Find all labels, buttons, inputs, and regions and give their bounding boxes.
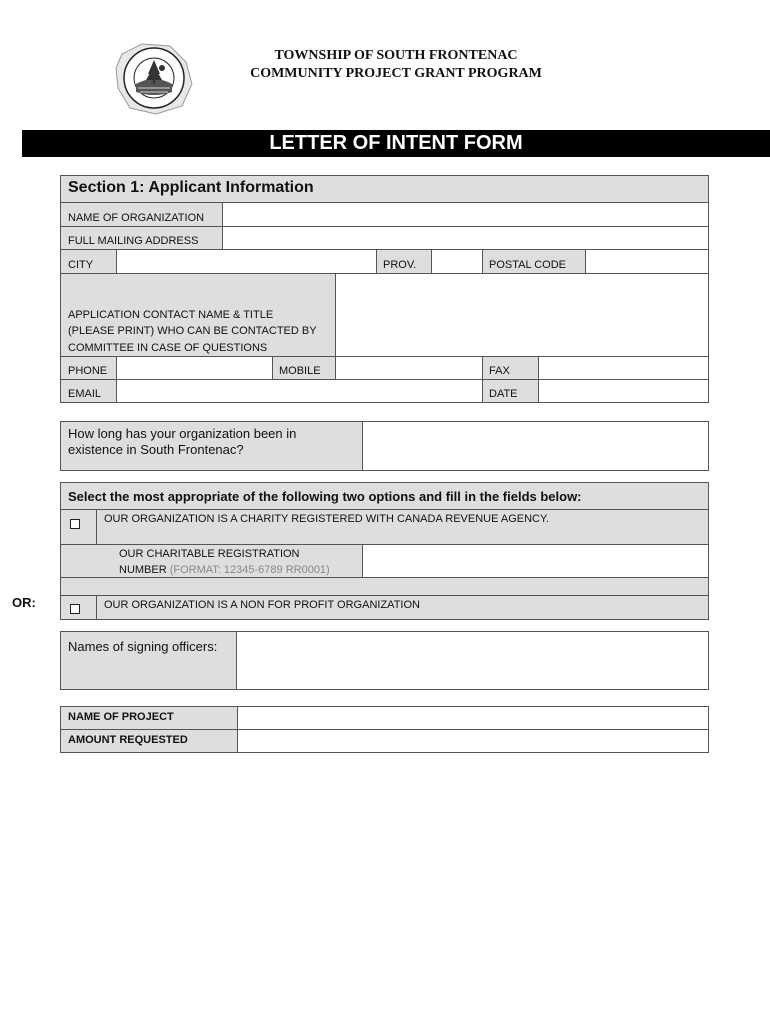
charity-option-label: OUR ORGANIZATION IS A CHARITY REGISTERED WITH CANADA REVENUE AGENCY. (104, 513, 549, 525)
project-name-label: NAME OF PROJECT (68, 711, 174, 723)
signing-officers-field[interactable] (236, 631, 709, 690)
name-of-org-label: NAME OF ORGANIZATION (68, 212, 205, 224)
header-line2: COMMUNITY PROJECT GRANT PROGRAM (250, 66, 542, 81)
nonprofit-checkbox[interactable] (70, 604, 80, 614)
charity-checkbox-cell (60, 510, 97, 545)
section1-title: Section 1: Applicant Information (68, 179, 314, 196)
mailing-address-label: FULL MAILING ADDRESS (68, 235, 199, 247)
charity-checkbox[interactable] (70, 519, 80, 529)
mobile-label: MOBILE (279, 365, 321, 377)
header-line1: TOWNSHIP OF SOUTH FRONTENAC (274, 48, 518, 63)
existence-label-line2: existence in South Frontenac? (68, 442, 244, 457)
existence-label-line1: How long has your organization been in (68, 426, 297, 441)
reg-number-field[interactable] (362, 545, 709, 578)
nonprofit-option-cell (96, 596, 709, 620)
project-name-label-cell (60, 706, 238, 730)
prov-label-cell (376, 250, 432, 274)
options-title-row (60, 482, 709, 510)
options-title: Select the most appropriate of the following two options and fill in the fields below: (68, 489, 582, 504)
city-label-cell (60, 250, 117, 274)
mobile-label-cell (272, 357, 336, 380)
email-field[interactable] (116, 380, 483, 403)
postal-code-label-cell (482, 250, 586, 274)
form-title-banner: LETTER OF INTENT FORM (22, 130, 770, 157)
postal-code-label: POSTAL CODE (489, 259, 567, 271)
date-field[interactable] (538, 380, 709, 403)
amount-requested-label: AMOUNT REQUESTED (68, 734, 188, 746)
nonprofit-checkbox-cell (60, 596, 97, 620)
name-of-org-field[interactable] (222, 203, 709, 227)
charity-option-cell (96, 510, 709, 545)
options-spacer-row (60, 578, 709, 596)
contact-label-line2: (PLEASE PRINT) WHO CAN BE CONTACTED BY (68, 325, 317, 337)
prov-field[interactable] (431, 250, 483, 274)
phone-label: PHONE (68, 365, 108, 377)
reg-number-label-line2 (119, 564, 330, 577)
date-label-cell (482, 380, 539, 403)
amount-requested-field[interactable] (237, 730, 709, 753)
contact-field[interactable] (335, 274, 709, 357)
existence-label-cell (60, 421, 363, 471)
mailing-address-field[interactable] (222, 227, 709, 250)
project-name-field[interactable] (237, 706, 709, 730)
contact-label-line3: COMMITTEE IN CASE OF QUESTIONS (68, 342, 268, 354)
existence-field[interactable] (362, 421, 709, 471)
contact-label-line1: APPLICATION CONTACT NAME & TITLE (68, 309, 274, 321)
fax-label-cell (482, 357, 539, 380)
email-label-cell (60, 380, 117, 403)
phone-label-cell (60, 357, 117, 380)
city-label: CITY (68, 259, 94, 271)
reg-number-word: NUMBER (119, 564, 167, 576)
city-field[interactable] (116, 250, 377, 274)
fax-label: FAX (489, 365, 510, 377)
or-label: OR: (12, 595, 36, 610)
amount-requested-label-cell (60, 730, 238, 753)
phone-field[interactable] (116, 357, 273, 380)
nonprofit-option-label: OUR ORGANIZATION IS A NON FOR PROFIT ORGANIZATION (104, 599, 420, 611)
reg-number-format-hint: (FORMAT: 12345-6789 RR0001) (169, 564, 330, 576)
name-of-org-label-cell (60, 203, 223, 227)
mailing-address-label-cell (60, 227, 223, 250)
prov-label: PROV. (383, 259, 417, 271)
reg-number-label-line1: OUR CHARITABLE REGISTRATION (119, 548, 300, 560)
date-label: DATE (489, 388, 518, 400)
postal-code-field[interactable] (585, 250, 709, 274)
email-label: EMAIL (68, 388, 102, 400)
reg-number-label-cell (60, 545, 363, 578)
section1-title-row (60, 175, 709, 203)
township-logo (112, 40, 196, 116)
signing-officers-label: Names of signing officers: (68, 639, 218, 654)
mobile-field[interactable] (335, 357, 483, 380)
fax-field[interactable] (538, 357, 709, 380)
contact-label-cell (60, 274, 336, 357)
signing-officers-label-cell (60, 631, 237, 690)
